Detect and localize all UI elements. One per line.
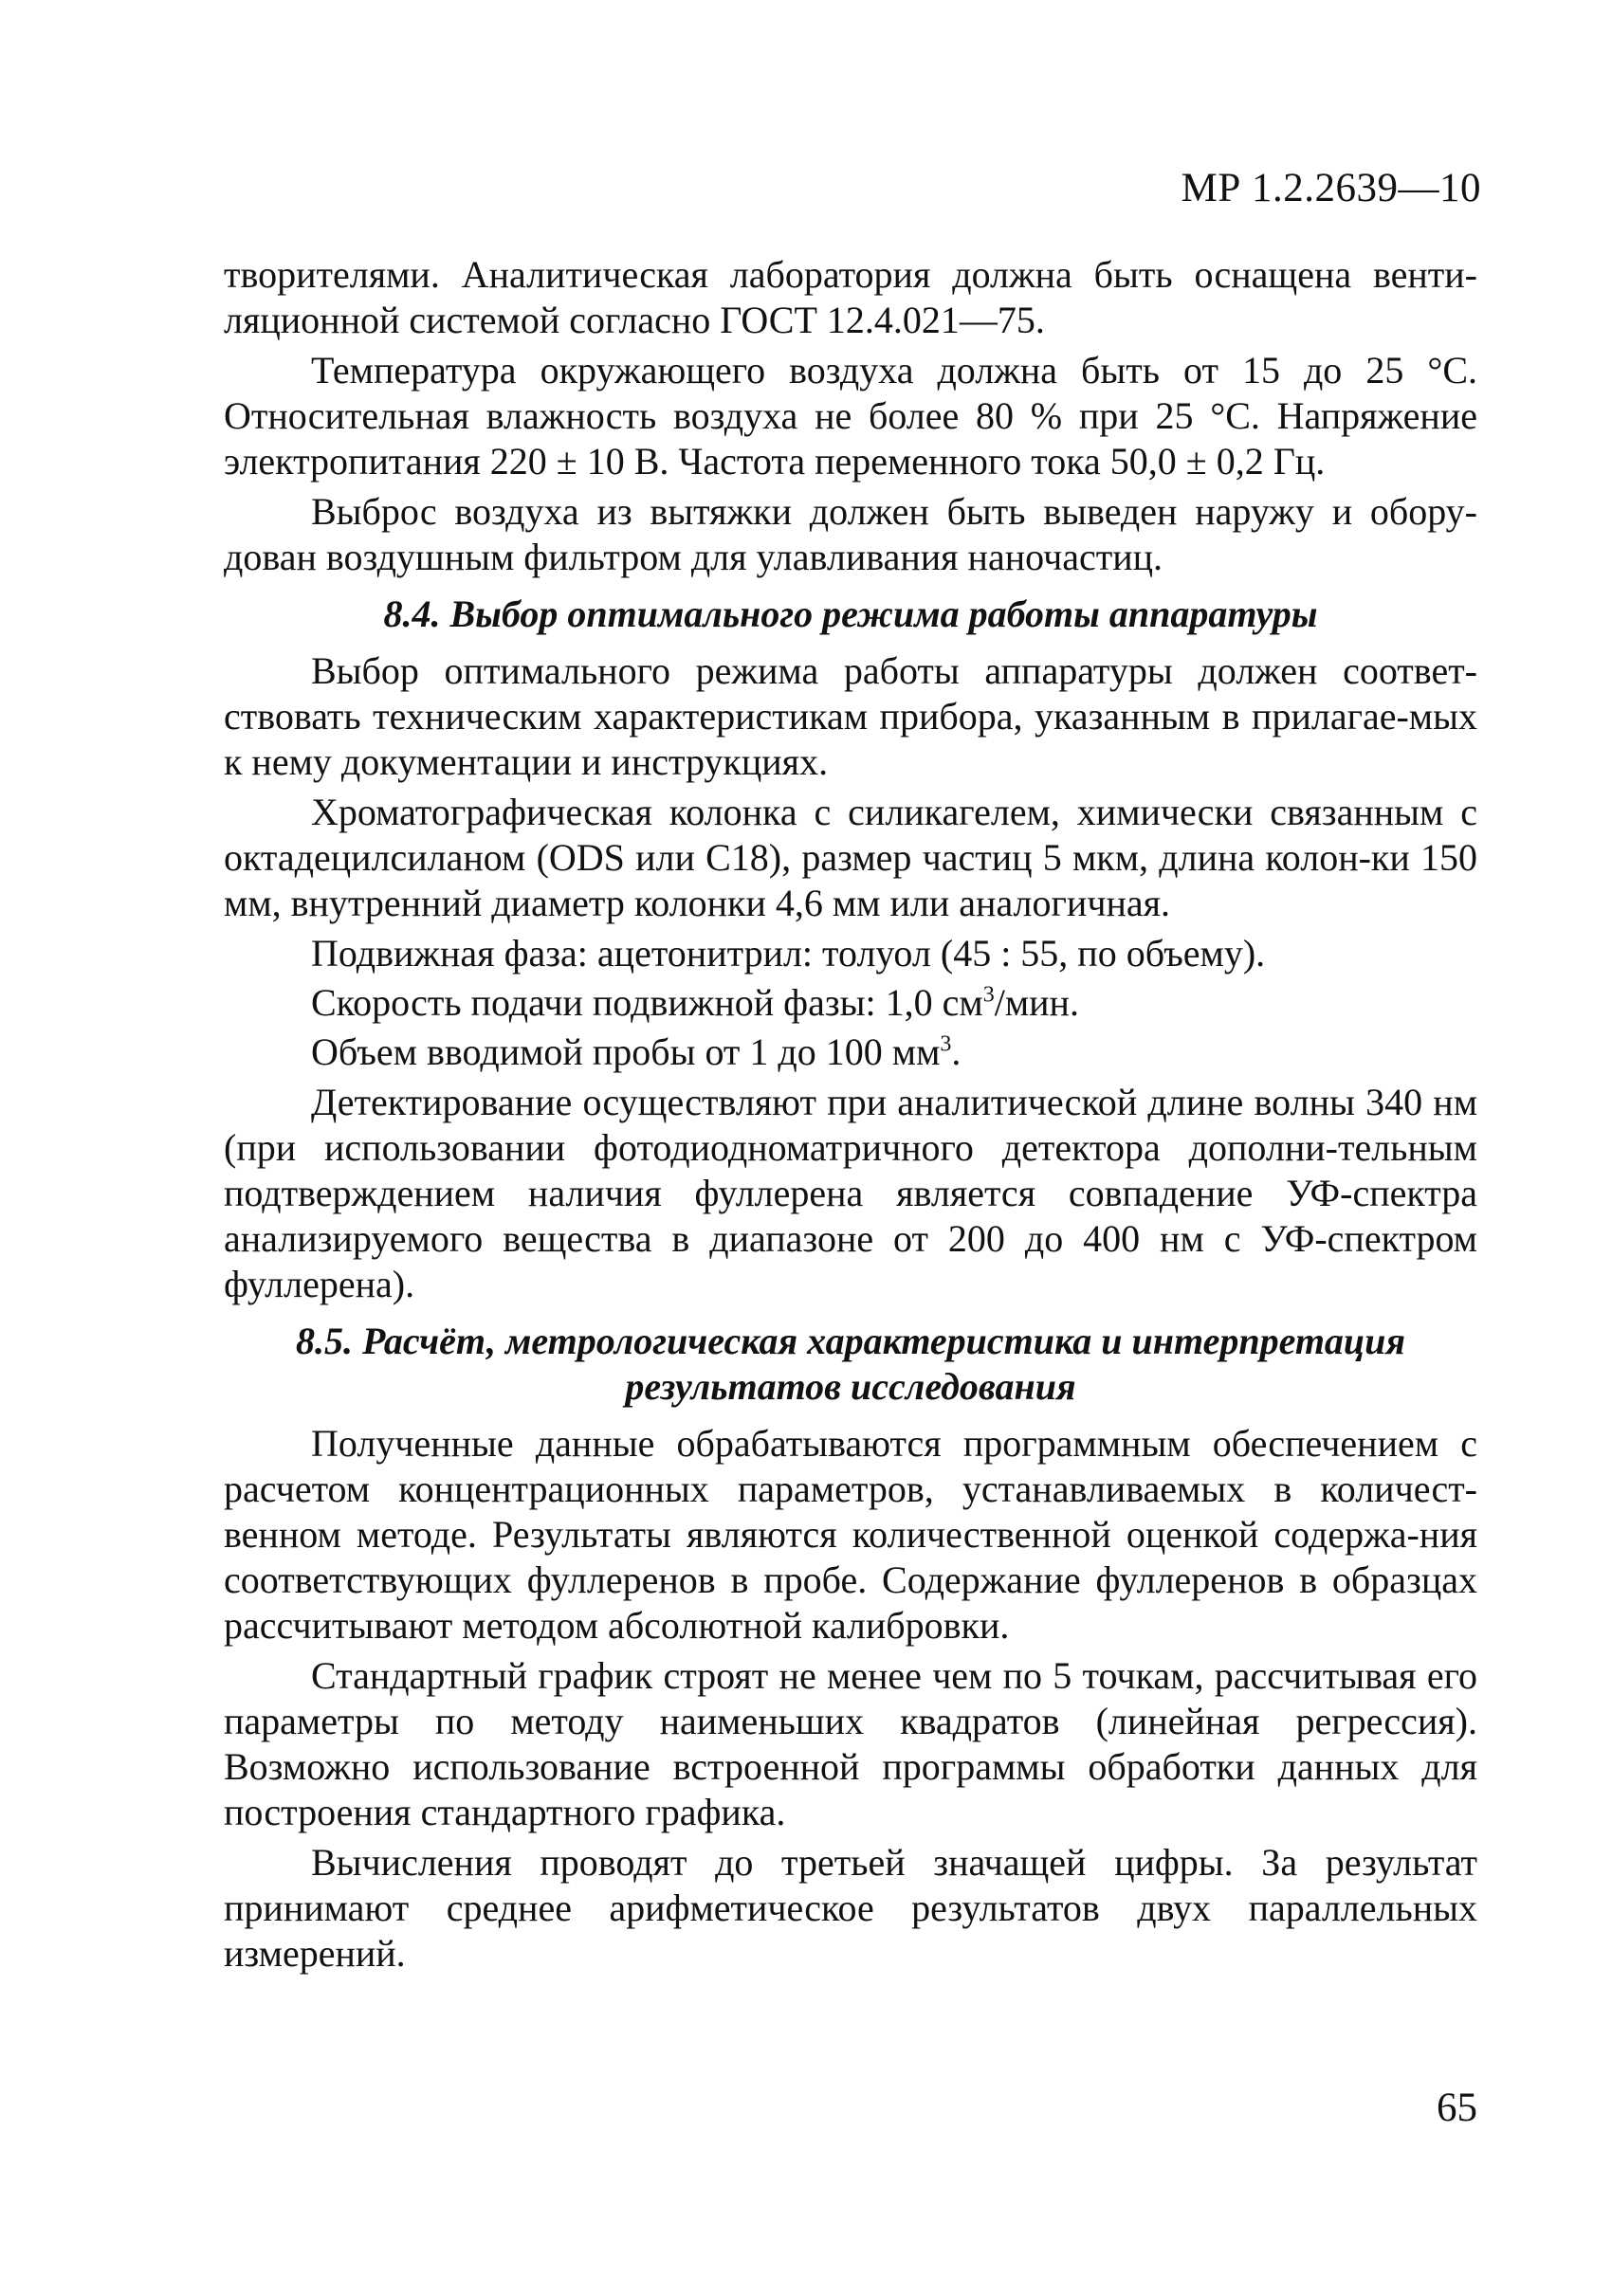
flow-rate-text: Скорость подачи подвижной фазы: 1,0 см xyxy=(311,981,983,1024)
paragraph-optimal-mode: Выбор оптимального режима работы аппаратуры должен соответ-ствовать техническим характеристикам прибора, указанным в прилагае-мых к нему документации и инструкциях. xyxy=(224,649,1477,783)
section-heading-8-5-line1: 8.5. Расчёт, метрологическая характеристика и интерпретация xyxy=(295,1320,1406,1362)
paragraph-standard-graph: Стандартный график строят не менее чем по 5 точкам, рассчитывая его параметры по методу наименьших квадратов (линейная регрессия). Возможно использование встроенной программы обработки данных для построения стандартного графика. xyxy=(224,1654,1477,1833)
document-code-header: МР 1.2.2639—10 xyxy=(1181,166,1481,210)
page-number: 65 xyxy=(1437,2086,1477,2130)
injection-volume-end: . xyxy=(951,1030,962,1073)
section-heading-8-5-line2: результатов исследования xyxy=(625,1365,1076,1408)
paragraph-injection-volume xyxy=(224,1030,1477,1075)
paragraph-mobile-phase: Подвижная фаза: ацетонитрил: толуол (45 : 55, по объему). xyxy=(311,932,1266,975)
paragraph-data-processing: Полученные данные обрабатываются программным обеспечением с расчетом концентрационных параметров, устанавливаемых в количест-венном методе. Результаты являются количественной оценкой содержа-ния соответствующих фуллеренов в пробе. Содержание фуллеренов в образцах рассчитывают методом абсолютной калибровки. xyxy=(224,1422,1477,1647)
injection-volume-superscript: 3 xyxy=(940,1031,952,1057)
injection-volume-text: Объем вводимой пробы от 1 до 100 мм xyxy=(311,1030,941,1073)
paragraph-flow-rate xyxy=(224,980,1477,1026)
paragraph-environment-conditions: Температура окружающего воздуха должна быть от 15 до 25 °С. Относительная влажность воздуха не более 80 % при 25 °С. Напряжение электропитания 220 ± 10 В. Частота переменного тока 50,0 ± 0,2 Гц. xyxy=(224,349,1477,483)
section-heading-8-4: 8.4. Выбор оптимального режима работы аппаратуры xyxy=(383,592,1318,635)
paragraph-column: Хроматографическая колонка с силикагелем, химически связанным с октадецилсиланом (ODS или С18), размер частиц 5 мкм, длина колон-ки 150 мм, внутренний диаметр колонки 4,6 мм или аналогичная. xyxy=(224,791,1477,924)
section-heading-8-5 xyxy=(224,1319,1477,1410)
paragraph-ventilation: творителями. Аналитическая лаборатория должна быть оснащена венти-ляционной системой согласно ГОСТ 12.4.021—75. xyxy=(224,253,1477,341)
paragraph-air-exhaust: Выброс воздуха из вытяжки должен быть выведен наружу и обору-дован воздушным фильтром для улавливания наночастиц. xyxy=(224,490,1477,578)
document-body xyxy=(224,252,1477,1981)
flow-rate-superscript: 3 xyxy=(982,982,995,1008)
flow-rate-unit: /мин. xyxy=(994,981,1079,1024)
paragraph-detection: Детектирование осуществляют при аналитической длине волны 340 нм (при использовании фотодиодноматричного детектора дополни-тельным подтверждением наличия фуллерена является совпадение УФ-спектра анализируемого вещества в диапазоне от 200 до 400 нм с УФ-спектром фуллерена). xyxy=(224,1081,1477,1305)
paragraph-calculations: Вычисления проводят до третьей значащей цифры. За результат принимают среднее арифметическое результатов двух параллельных измерений. xyxy=(224,1841,1477,1975)
